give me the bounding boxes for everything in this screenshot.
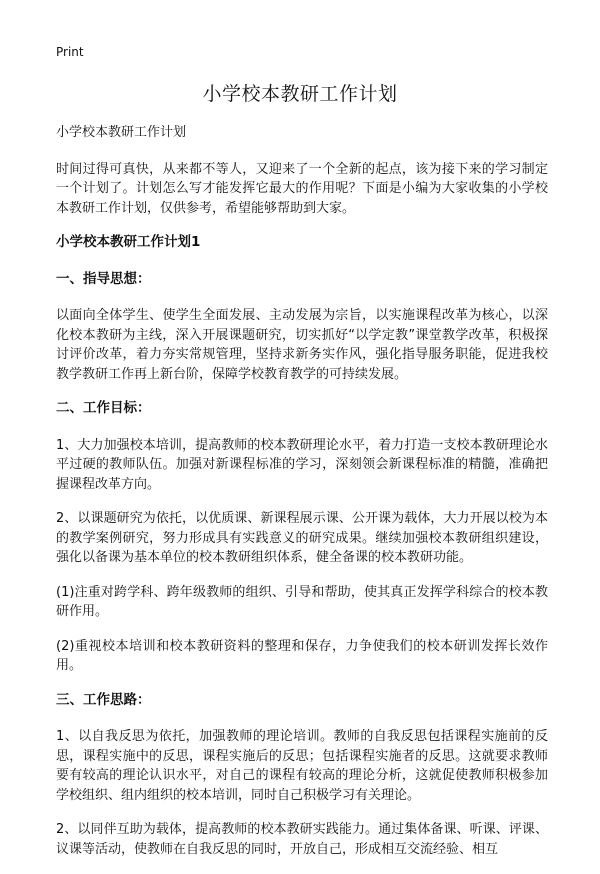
section-heading-work-goals: 二、工作目标： bbox=[56, 400, 151, 416]
paragraph: 2、以同伴互助为载体，提高教师的校本教研实践能力。通过集体备课、听课、评课、议课等活动，使教师在自我反思的同时，开放自己，形成相互交流经验、相互 bbox=[56, 822, 548, 857]
document-title: 小学校本教研工作计划 bbox=[202, 83, 398, 105]
plan-heading: 小学校本教研工作计划1 bbox=[56, 234, 201, 250]
paragraph: (2)重视校本培训和校本教研资料的整理和保存，力争使我们的校本研训发挥长效作用。 bbox=[56, 638, 548, 673]
section-heading-guiding-ideology: 一、指导思想： bbox=[56, 270, 151, 287]
document-body bbox=[56, 123, 548, 874]
paragraph: 2、以课题研究为依托，以优质课、新课程展示课、公开课为载体，大力开展以校为本的教学案例研究，努力形成具有实践意义的研究成果。继续加强校本教研组织建设，强化以备课为基本单位的校本教研组织体系，健全备课的校本教研功能。 bbox=[56, 511, 548, 565]
print-link[interactable]: Print bbox=[56, 45, 84, 59]
paragraph: 以面向全体学生、使学生全面发展、主动发展为宗旨，以实施课程改革为核心，以深化校本教研为主线，深入开展课题研究，切实抓好“以学定教”课堂教学改革，积极探讨评价改革，着力夯实常规管理，坚持求新务实作风，强化指导服务职能，促进我校教学教研工作再上新台阶，保障学校教育教学的可持续发展。 bbox=[56, 308, 548, 382]
paragraph: (1)注重对跨学科、跨年级教师的组织、引导和帮助，使其真正发挥学科综合的校本教研作用。 bbox=[56, 584, 548, 619]
intro-paragraph: 时间过得可真快，从来都不等人，又迎来了一个全新的起点，该为接下来的学习制定一个计划了。计划怎么写才能发挥它最大的作用呢？下面是小编为大家收集的小学校本教研工作计划，仅供参考，希望能够帮助到大家。 bbox=[56, 161, 548, 216]
paragraph: 1、大力加强校本培训，提高教师的校本教研理论水平，着力打造一支校本教研理论水平过硬的教师队伍。加强对新课程标准的学习，深刻领会新课程标准的精髓，准确把握课程改革方向。 bbox=[56, 437, 548, 492]
document-subtitle: 小学校本教研工作计划 bbox=[56, 125, 187, 140]
section-heading-work-approach: 三、工作思路： bbox=[56, 691, 151, 708]
paragraph: 1、以自我反思为依托，加强教师的理论培训。教师的自我反思包括课程实施前的反思，课程实施中的反思，课程实施后的反思；包括课程实施者的反思。这就要求教师要有较高的理论认识水平，对自己的课程有较高的理论分析，这就促使教师积极参加学校组织、组内组织的校本培训，同时自己积极学习有关理论。 bbox=[56, 729, 548, 803]
